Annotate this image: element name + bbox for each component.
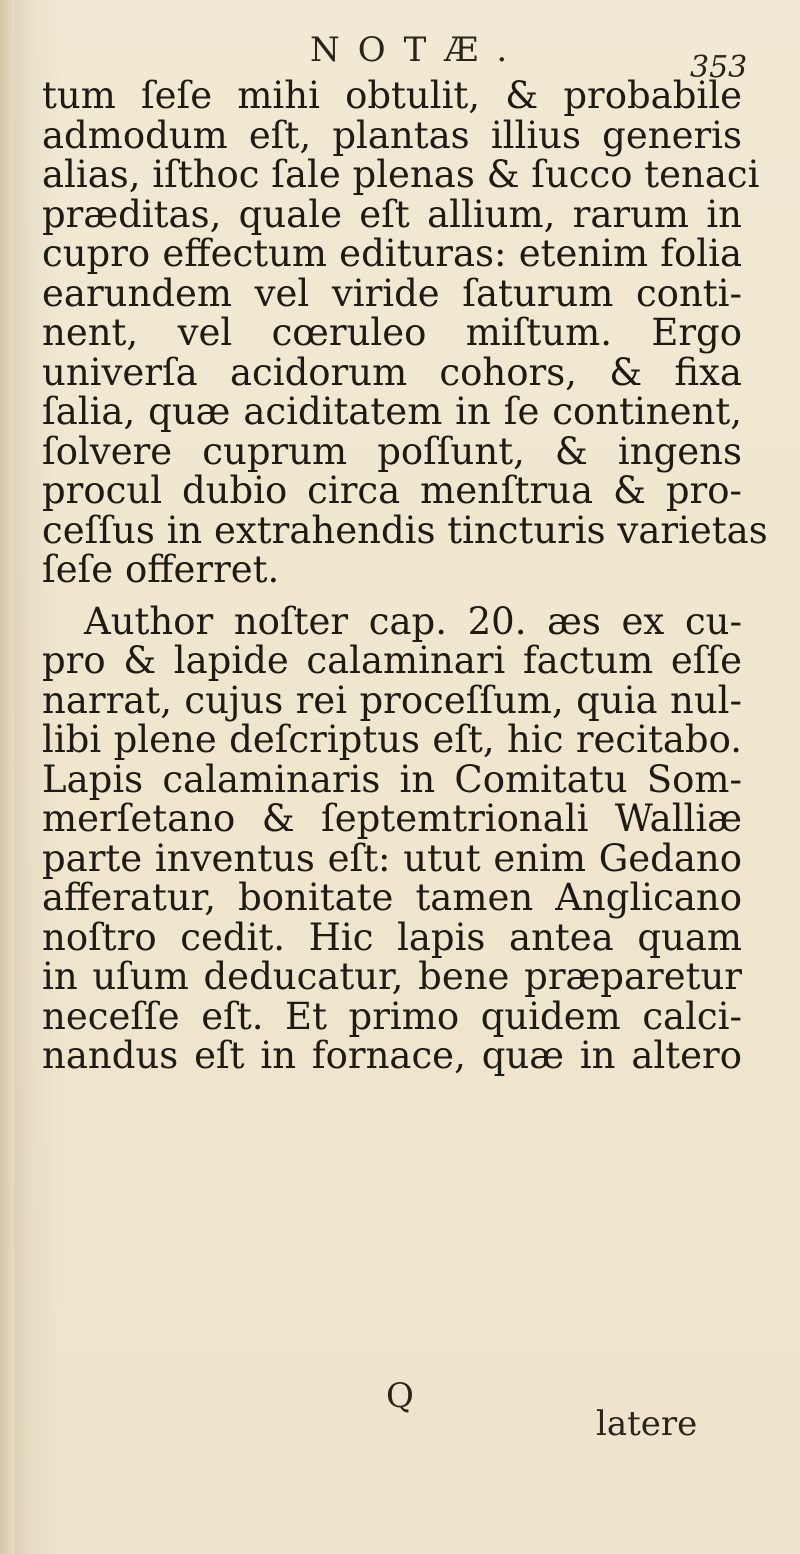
text-line: ſalia, quæ aciditatem in ſe continent,	[42, 390, 742, 433]
text-line: neceſſe eſt. Et primo quidem calci-	[42, 994, 742, 1038]
catchword: latere	[596, 1404, 698, 1444]
text-line: pro & lapide calaminari factum eſſe	[42, 639, 742, 682]
signature-mark: Q	[386, 1376, 414, 1416]
text-line: Lapis calaminaris in Comitatu Som-	[42, 757, 742, 801]
text-line: ſeſe offerret.	[42, 548, 280, 591]
paragraph	[42, 599, 742, 1077]
text-line: ſolvere cuprum poſſunt, & ingens	[42, 429, 742, 473]
text-line: tum ſeſe mihi obtulit, & probabile	[42, 74, 742, 117]
text-line: libi plene deſcriptus eſt, hic recitabo.	[42, 718, 742, 761]
text-line: nent, vel cœruleo miſtum. Ergo	[42, 311, 742, 354]
text-line: ceſſus in extrahendis tincturis varietas	[42, 508, 768, 552]
text-line: cupro effectum edituras: etenim folia	[42, 232, 742, 275]
text-line: univerſa acidorum cohors, & fixa	[42, 350, 742, 394]
text-line: procul dubio circa menſtrua & pro-	[42, 469, 742, 512]
text-line: præditas, quale eſt allium, rarum in	[42, 192, 742, 236]
text-line: merſetano & ſeptemtrionali Walliæ	[42, 797, 742, 840]
paragraph	[42, 74, 768, 591]
page-number: 353	[690, 50, 748, 85]
running-head: NOTÆ.	[310, 30, 526, 70]
text-line: narrat, cujus rei proceſſum, quia nul-	[42, 678, 742, 722]
text-line: noſtro cedit. Hic lapis antea quam	[42, 915, 742, 959]
text-line: afferatur, bonitate tamen Anglicano	[42, 876, 742, 919]
text-line: nandus eſt in fornace, quæ in altero	[42, 1034, 742, 1077]
page-gutter	[0, 0, 14, 1554]
text-line: Author noſter cap. 20. æs ex cu-	[84, 599, 742, 643]
text-line: admodum eſt, plantas illius generis	[42, 113, 742, 157]
text-line: parte inventus eſt: utut enim Gedano	[42, 836, 742, 880]
text-line: alias, iſthoc ſale plenas & ſucco tenaci	[42, 153, 760, 196]
text-line: in uſum deducatur, bene præparetur	[42, 955, 742, 998]
text-line: earundem vel viride ſaturum conti-	[42, 271, 742, 315]
text-block	[42, 74, 768, 1077]
